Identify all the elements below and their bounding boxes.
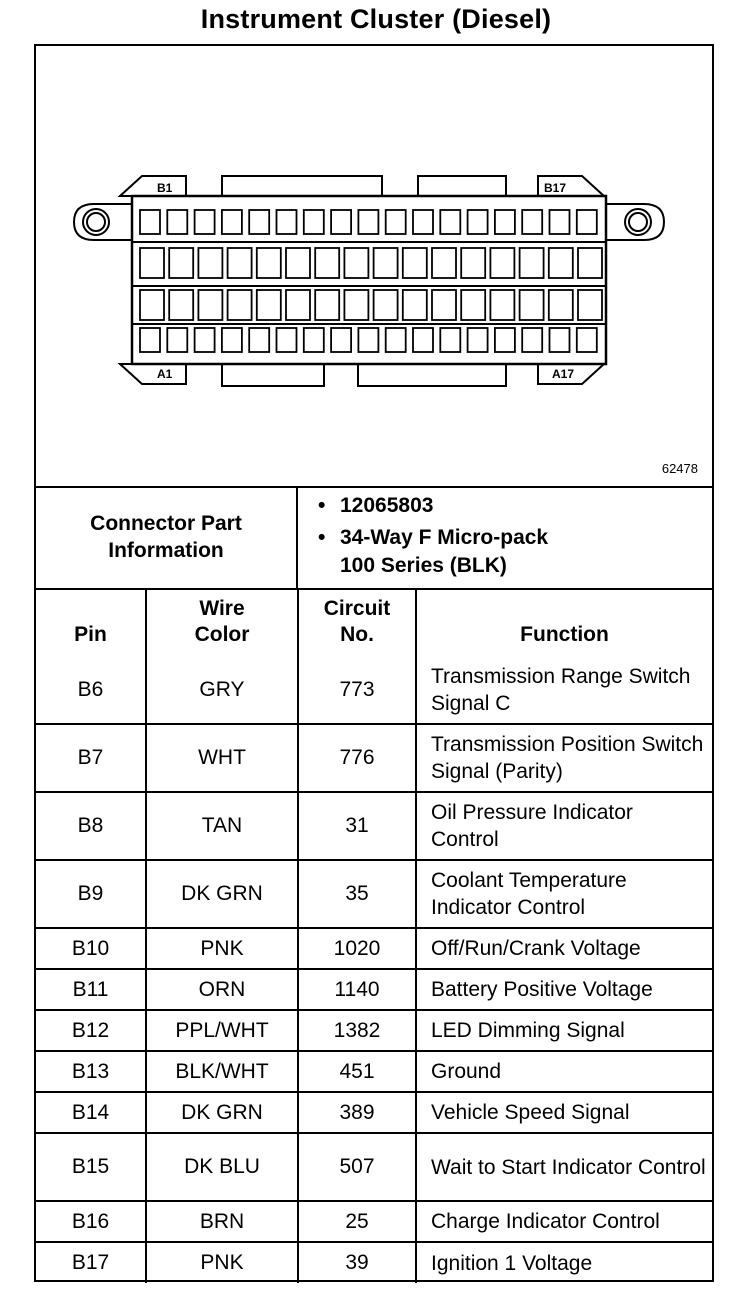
pin-cavity — [228, 248, 252, 278]
header-function: Function — [416, 588, 712, 656]
pin-cavity — [374, 290, 398, 320]
wire-color-cell: PPL/WHT — [146, 1010, 298, 1051]
wire-color-cell: BLK/WHT — [146, 1051, 298, 1092]
connector-part-number: 12065803 — [340, 494, 434, 517]
table-row — [36, 1242, 712, 1283]
pin-cell: B7 — [36, 724, 146, 792]
pin-cavity — [403, 248, 427, 278]
table-row — [36, 724, 712, 792]
pin-cavity — [140, 328, 160, 352]
pin-cavity — [386, 328, 406, 352]
wire-color-cell: PNK — [146, 1242, 298, 1283]
connector-part-info — [36, 486, 712, 590]
pinout-table — [36, 588, 712, 1283]
top-right-center-tab — [418, 176, 506, 196]
function-cell: Off/Run/Crank Voltage — [416, 928, 712, 969]
pin-cavity — [578, 248, 602, 278]
circuit-number-cell: 1020 — [298, 928, 416, 969]
bullet-icon: • — [318, 526, 326, 549]
pin-cavity — [304, 210, 324, 234]
circuit-number-cell: 773 — [298, 656, 416, 724]
connector-body — [132, 196, 606, 364]
function-cell: Battery Positive Voltage — [416, 969, 712, 1010]
pin-cavity — [344, 290, 368, 320]
wire-color-cell: TAN — [146, 792, 298, 860]
pin-cavity — [550, 210, 570, 234]
label-b17: B17 — [544, 181, 567, 195]
pin-cavity — [495, 328, 515, 352]
pin-cell: B15 — [36, 1133, 146, 1201]
pin-cavity — [169, 248, 193, 278]
pin-cell: B10 — [36, 928, 146, 969]
pin-cavity — [331, 210, 351, 234]
pin-cavity — [440, 328, 460, 352]
pin-cavity — [549, 290, 573, 320]
table-row — [36, 1051, 712, 1092]
wire-color-cell: ORN — [146, 969, 298, 1010]
function-cell: Transmission Range Switch Signal C — [416, 656, 712, 724]
pin-cell: B14 — [36, 1092, 146, 1133]
pin-cavity — [286, 290, 310, 320]
function-cell: Charge Indicator Control — [416, 1201, 712, 1242]
pin-cavity — [198, 248, 222, 278]
pin-cavity — [520, 290, 544, 320]
pin-cavity — [195, 328, 215, 352]
pin-cell: B6 — [36, 656, 146, 724]
pin-cavity — [249, 328, 269, 352]
table-row — [36, 792, 712, 860]
pin-cavity — [277, 328, 297, 352]
pin-cell: B11 — [36, 969, 146, 1010]
wire-color-cell: PNK — [146, 928, 298, 969]
function-cell: LED Dimming Signal — [416, 1010, 712, 1051]
pin-cavity — [440, 210, 460, 234]
pin-cell: B16 — [36, 1201, 146, 1242]
pin-cavity — [374, 248, 398, 278]
wire-color-cell: BRN — [146, 1201, 298, 1242]
pin-cavity — [490, 248, 514, 278]
function-cell: Oil Pressure Indicator Control — [416, 792, 712, 860]
connector-part-details — [298, 486, 712, 588]
pin-cavity — [315, 248, 339, 278]
pin-cavity — [522, 210, 542, 234]
bottom-center-left-tab — [222, 364, 324, 386]
pin-cavity — [550, 328, 570, 352]
function-cell: Coolant Temperature Indicator Control — [416, 860, 712, 928]
pin-cavity — [432, 290, 456, 320]
pin-cavity — [468, 210, 488, 234]
wire-color-cell: DK GRN — [146, 1092, 298, 1133]
connector-part-label — [36, 486, 298, 588]
pin-cavity — [520, 248, 544, 278]
pin-cell: B12 — [36, 1010, 146, 1051]
pin-cavity — [522, 328, 542, 352]
pin-cavity — [222, 328, 242, 352]
pin-cavity — [198, 290, 222, 320]
circuit-number-cell: 35 — [298, 860, 416, 928]
pin-cell: B8 — [36, 792, 146, 860]
connector-type-line1: 34-Way F Micro-pack — [340, 526, 549, 549]
bullet-icon: • — [318, 494, 326, 517]
function-cell: Ignition 1 Voltage — [416, 1242, 712, 1283]
wire-color-cell: DK GRN — [146, 860, 298, 928]
pin-cavity — [461, 290, 485, 320]
pin-cavity — [167, 210, 187, 234]
pin-cavity — [344, 248, 368, 278]
circuit-number-cell: 39 — [298, 1242, 416, 1283]
pin-cavity — [468, 328, 488, 352]
pin-cavity — [169, 290, 193, 320]
connector-label-line2: Information — [108, 539, 224, 562]
header-circuit-no: Circuit No. — [298, 588, 416, 656]
pin-cavity — [140, 290, 164, 320]
pin-cavity — [403, 290, 427, 320]
table-row — [36, 1133, 712, 1201]
figure-number: 62478 — [661, 461, 698, 476]
pin-cavity — [432, 248, 456, 278]
pin-cavity — [286, 248, 310, 278]
pin-cavity — [304, 328, 324, 352]
connector-type-line2: 100 Series (BLK) — [340, 554, 507, 577]
pin-cavity — [140, 248, 164, 278]
top-left-tab — [120, 176, 186, 196]
wire-color-cell: GRY — [146, 656, 298, 724]
table-row — [36, 656, 712, 724]
pin-cavity — [386, 210, 406, 234]
pin-cavity — [461, 248, 485, 278]
label-a1: A1 — [157, 367, 173, 381]
pin-cavity — [315, 290, 339, 320]
pin-cavity — [495, 210, 515, 234]
label-a17: A17 — [552, 367, 575, 381]
pin-cavity — [358, 328, 378, 352]
pin-cavity — [358, 210, 378, 234]
circuit-number-cell: 1382 — [298, 1010, 416, 1051]
circuit-number-cell: 25 — [298, 1201, 416, 1242]
pin-cavity — [277, 210, 297, 234]
pin-cavity — [140, 210, 160, 234]
pin-cavity — [249, 210, 269, 234]
header-pin: Pin — [36, 588, 146, 656]
table-row — [36, 1010, 712, 1051]
circuit-number-cell: 507 — [298, 1133, 416, 1201]
connector-drawing — [36, 46, 712, 486]
function-cell: Vehicle Speed Signal — [416, 1092, 712, 1133]
bottom-center-tab — [358, 364, 506, 386]
circuit-number-cell: 389 — [298, 1092, 416, 1133]
function-cell: Wait to Start Indicator Control — [416, 1133, 712, 1201]
pin-cell: B9 — [36, 860, 146, 928]
pin-cavity — [490, 290, 514, 320]
table-row — [36, 1092, 712, 1133]
table-row — [36, 1201, 712, 1242]
pin-cavity — [257, 248, 281, 278]
pin-cavity — [413, 210, 433, 234]
function-cell: Ground — [416, 1051, 712, 1092]
pin-cavity — [257, 290, 281, 320]
pin-cavity — [577, 328, 597, 352]
pin-cavity — [331, 328, 351, 352]
pin-cavity — [167, 328, 187, 352]
pin-cavity — [222, 210, 242, 234]
connector-diagram — [36, 46, 712, 488]
pin-cavity — [577, 210, 597, 234]
wire-color-cell: WHT — [146, 724, 298, 792]
pin-cell: B17 — [36, 1242, 146, 1283]
circuit-number-cell: 451 — [298, 1051, 416, 1092]
top-center-tab — [222, 176, 382, 196]
pin-cavity — [549, 248, 573, 278]
wire-color-cell: DK BLU — [146, 1133, 298, 1201]
pin-cell: B13 — [36, 1051, 146, 1092]
table-row — [36, 928, 712, 969]
pin-cavity — [578, 290, 602, 320]
table-header-row — [36, 588, 712, 656]
header-wire-color: Wire Color — [146, 588, 298, 656]
table-row — [36, 969, 712, 1010]
page-title: Instrument Cluster (Diesel) — [200, 4, 552, 34]
circuit-number-cell: 776 — [298, 724, 416, 792]
connector-document — [34, 44, 714, 1282]
label-b1: B1 — [157, 181, 173, 195]
connector-label-line1: Connector Part — [90, 512, 242, 535]
pin-cavity — [195, 210, 215, 234]
pin-cavity — [413, 328, 433, 352]
pin-cavity — [228, 290, 252, 320]
circuit-number-cell: 31 — [298, 792, 416, 860]
table-row — [36, 860, 712, 928]
function-cell: Transmission Position Switch Signal (Parity) — [416, 724, 712, 792]
circuit-number-cell: 1140 — [298, 969, 416, 1010]
bottom-left-tab — [120, 364, 186, 384]
